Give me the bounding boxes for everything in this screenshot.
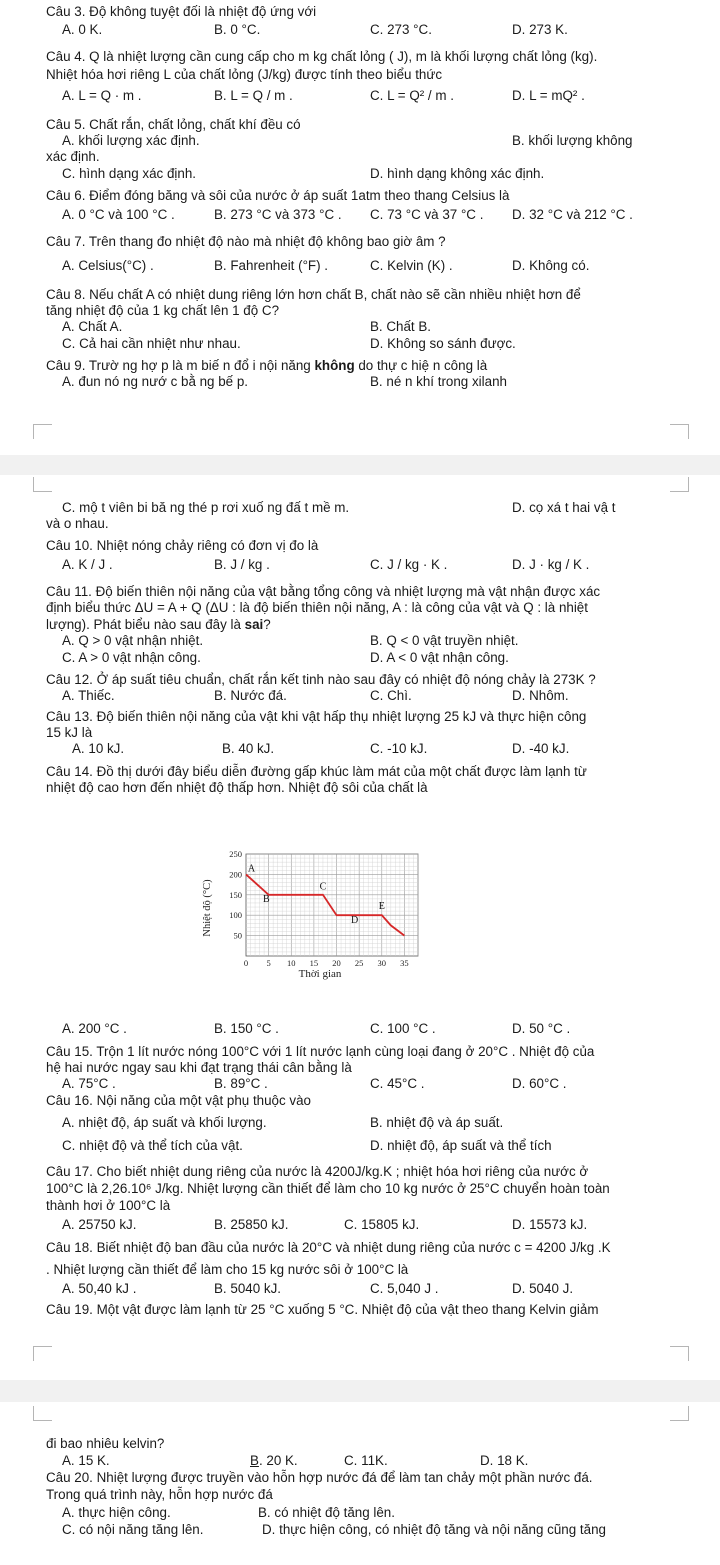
question-12-title: Câu 12. Ở áp suất tiêu chuẩn, chất rắn kết tinh nào sau đây có nhiệt độ nóng chảy là 273K ?: [46, 672, 596, 687]
q9-title-end: do thự c hiệ n công là: [354, 358, 488, 373]
crop-mark: [33, 424, 52, 439]
x-tick-label: 0: [243, 958, 249, 968]
q4-option-b: B. L = Q / m .: [214, 88, 293, 103]
page-separator: [0, 455, 720, 475]
q19-option-b-text: . 20 K.: [258, 1453, 298, 1468]
question-15-line2: hệ hai nước ngay sau khi đạt trạng thái cân bằng là: [46, 1060, 352, 1075]
q5-option-b: B. khối lượng không: [512, 133, 633, 148]
question-19-line2: đi bao nhiêu kelvin?: [46, 1436, 165, 1451]
q13-option-b: B. 40 kJ.: [222, 741, 275, 756]
q7-option-b: B. Fahrenheit (°F) .: [214, 258, 329, 273]
q17-option-d: D. 15573 kJ.: [512, 1217, 588, 1232]
q17-option-a: A. 25750 kJ.: [62, 1217, 137, 1232]
x-tick-label: 10: [287, 958, 296, 968]
q16-option-d: D. nhiệt độ, áp suất và thể tích: [370, 1138, 552, 1153]
q10-option-a: A. K / J .: [62, 557, 113, 572]
y-tick-label: 100: [229, 910, 242, 921]
question-8-line1: Câu 8. Nếu chất A có nhiệt dung riêng lớn hơn chất B, chất nào sẽ cần nhiều nhiệt hơn để: [46, 287, 581, 302]
question-7-title: Câu 7. Trên thang đo nhiệt độ nào mà nhiệt độ không bao giờ âm ?: [46, 234, 446, 249]
question-14-line1: Câu 14. Đồ thị dưới đây biểu diễn đường gấp khúc làm mát của một chất được làm lạnh từ: [46, 764, 587, 779]
question-4-line2: Nhiệt hóa hơi riêng L của chất lỏng (J/kg) được tính theo biểu thức: [46, 67, 443, 82]
q20-option-b: B. có nhiệt độ tăng lên.: [258, 1505, 395, 1520]
x-tick-label: 5: [266, 958, 271, 968]
question-11-line2: định biểu thức ΔU = A + Q (ΔU : là độ biến thiên nội năng, A : là công của vật và Q : là nhiệt: [46, 600, 588, 615]
question-17-line3: thành hơi ở 100°C là: [46, 1198, 171, 1213]
q5-option-c: C. hình dạng xác định.: [62, 166, 196, 181]
q7-option-a: A. Celsius(°C) .: [62, 258, 154, 273]
q14-option-d: D. 50 °C .: [512, 1021, 571, 1036]
question-8-line2: tăng nhiệt độ của 1 kg chất lên 1 độ C?: [46, 303, 280, 318]
chart-svg: [196, 846, 426, 981]
crop-mark: [670, 477, 689, 492]
q13-option-a: A. 10 kJ.: [72, 741, 125, 756]
q6-option-b: B. 273 °C và 373 °C .: [214, 207, 342, 222]
question-5-title: Câu 5. Chất rắn, chất lỏng, chất khí đều có: [46, 117, 301, 132]
q7-option-c: C. Kelvin (K) .: [370, 258, 453, 273]
q14-option-c: C. 100 °C .: [370, 1021, 436, 1036]
q17-option-c: C. 15805 kJ.: [344, 1217, 420, 1232]
q5-option-a: A. khối lượng xác định.: [62, 133, 200, 148]
q12-option-b: B. Nước đá.: [214, 688, 287, 703]
x-tick-label: 15: [309, 958, 319, 968]
q14-option-b: B. 150 °C .: [214, 1021, 279, 1036]
q19-option-a: A. 15 K.: [62, 1453, 110, 1468]
question-13-line1: Câu 13. Độ biến thiên nội năng của vật khi vật hấp thụ nhiệt lượng 25 kJ và thực hiện công: [46, 709, 587, 724]
q6-option-c: C. 73 °C và 37 °C .: [370, 207, 484, 222]
cooling-curve-chart: [196, 846, 426, 981]
q7-option-d: D. Không có.: [512, 258, 590, 273]
q20-option-a: A. thực hiện công.: [62, 1505, 171, 1520]
q9-option-d: D. cọ xá t hai vậ t: [512, 500, 616, 515]
question-10-title: Câu 10. Nhiệt nóng chảy riêng có đơn vị đo là: [46, 538, 319, 553]
question-18-line2: . Nhiệt lượng cần thiết để làm cho 15 kg nước sôi ở 100°C là: [46, 1262, 409, 1277]
q8-option-c: C. Cả hai cần nhiệt như nhau.: [62, 336, 241, 351]
question-16-title: Câu 16. Nội năng của một vật phụ thuộc vào: [46, 1093, 312, 1108]
q11-option-d: D. A < 0 vật nhận công.: [370, 650, 509, 665]
page-separator: [0, 1380, 720, 1402]
q4-option-a: A. L = Q · m .: [62, 88, 142, 103]
question-14-line2: nhiệt độ cao hơn đến nhiệt độ thấp hơn. Nhiệt độ sôi của chất là: [46, 780, 428, 795]
q12-option-d: D. Nhôm.: [512, 688, 569, 703]
q11-question-mark: ?: [263, 617, 271, 632]
q8-option-d: D. Không so sánh được.: [370, 336, 516, 351]
q20-option-c: C. có nội năng tăng lên.: [62, 1522, 204, 1537]
question-9-title: [46, 358, 487, 374]
q19-option-b-letter: B: [250, 1453, 259, 1468]
q10-option-c: C. J / kg · K .: [370, 557, 448, 572]
q18-option-a: A. 50,40 kJ .: [62, 1281, 137, 1296]
chart-grid: [229, 849, 418, 968]
q9-option-b: B. né n khí trong xilanh: [370, 374, 507, 389]
q16-option-c: C. nhiệt độ và thể tích của vật.: [62, 1138, 243, 1153]
x-tick-label: 20: [332, 958, 341, 968]
x-tick-label: 25: [354, 958, 364, 968]
exam-page-2-continued: [0, 1000, 720, 1380]
y-tick-label: 150: [229, 889, 242, 900]
curve-point-label: B: [263, 893, 270, 905]
q4-option-d: D. L = mQ² .: [512, 88, 585, 103]
question-4-line1: Câu 4. Q là nhiệt lượng cần cung cấp cho m kg chất lỏng ( J), m là khối lượng chất lỏng (kg).: [46, 49, 598, 64]
q9-title-emphasis: không: [314, 358, 355, 373]
question-15-line1: Câu 15. Trộn 1 lít nước nóng 100°C với 1 lít nước lạnh cùng loại đang ở 20°C . Nhiệt độ của: [46, 1044, 595, 1059]
question-20-line1: Câu 20. Nhiệt lượng được truyền vào hỗn hợp nước đá để làm tan chảy một phần nước đá.: [46, 1470, 593, 1485]
chart-y-axis-label: Nhiệt độ (°C): [202, 879, 213, 937]
crop-mark: [33, 1346, 52, 1361]
curve-point-label: A: [247, 863, 256, 875]
crop-mark: [33, 1406, 52, 1421]
q6-option-a: A. 0 °C và 100 °C .: [62, 207, 175, 222]
q14-option-a: A. 200 °C .: [62, 1021, 127, 1036]
q9-title-start: Câu 9. Trườ ng hợ p là m biế n đổ i nội năng: [46, 358, 315, 373]
q16-option-b: B. nhiệt độ và áp suất.: [370, 1115, 504, 1130]
q9-option-c: C. mộ t viên bi bă ng thé p rơi xuố ng đấ t mề m.: [62, 500, 350, 515]
q11-line3-start: lượng). Phát biểu nào sau đây là: [46, 617, 245, 632]
q13-option-c: C. -10 kJ.: [370, 741, 428, 756]
q19-option-c: C. 11K.: [344, 1453, 388, 1468]
crop-mark: [33, 477, 52, 492]
q3-option-b: B. 0 °C.: [214, 22, 261, 37]
y-tick-label: 50: [233, 930, 242, 941]
q4-option-c: C. L = Q² / m .: [370, 88, 454, 103]
question-3-title: Câu 3. Độ không tuyệt đối là nhiệt độ ứng với: [46, 4, 317, 19]
y-tick-label: 250: [229, 849, 242, 859]
exam-page-3: [0, 1402, 720, 1565]
q10-option-b: B. J / kg .: [214, 557, 270, 572]
q11-option-c: C. A > 0 vật nhận công.: [62, 650, 201, 665]
curve-point-label: D: [351, 915, 359, 927]
q12-option-a: A. Thiếc.: [62, 688, 115, 703]
chart-x-axis-label: Thời gian: [298, 968, 342, 980]
q15-option-d: D. 60°C .: [512, 1076, 567, 1091]
q15-option-c: C. 45°C .: [370, 1076, 425, 1091]
q18-option-c: C. 5,040 J .: [370, 1281, 439, 1296]
q9-option-d-continued: và o nhau.: [46, 516, 109, 531]
question-17-line1: Câu 17. Cho biết nhiệt dung riêng của nước là 4200J/kg.K ; nhiệt hóa hơi riêng của nước ở: [46, 1164, 589, 1179]
x-tick-label: 30: [377, 958, 387, 968]
question-13-line2: 15 kJ là: [46, 725, 93, 740]
q12-option-c: C. Chì.: [370, 688, 412, 703]
x-tick-label: 35: [400, 958, 409, 968]
q3-option-d: D. 273 K.: [512, 22, 568, 37]
q20-option-d: D. thực hiện công, có nhiệt độ tăng và nội năng cũng tăng: [262, 1522, 606, 1537]
question-6-title: Câu 6. Điểm đóng băng và sôi của nước ở áp suất 1atm theo thang Celsius là: [46, 188, 510, 203]
crop-mark: [670, 1346, 689, 1361]
q13-option-d: D. -40 kJ.: [512, 741, 570, 756]
y-tick-label: 200: [229, 869, 242, 880]
q18-option-b: B. 5040 kJ.: [214, 1281, 281, 1296]
q9-option-a: A. đun nó ng nướ c bằ ng bế p.: [62, 374, 249, 389]
q8-option-b: B. Chất B.: [370, 319, 432, 334]
q6-option-d: D. 32 °C và 212 °C .: [512, 207, 633, 222]
q19-option-b: [250, 1453, 298, 1469]
q5-option-d: D. hình dạng không xác định.: [370, 166, 545, 181]
crop-mark: [670, 424, 689, 439]
q8-option-a: A. Chất A.: [62, 319, 123, 334]
q3-option-a: A. 0 K.: [62, 22, 103, 37]
question-11-line3: [46, 617, 271, 633]
q17-option-b: B. 25850 kJ.: [214, 1217, 289, 1232]
q15-option-b: B. 89°C .: [214, 1076, 268, 1091]
crop-mark: [670, 1406, 689, 1421]
question-18-line1: Câu 18. Biết nhiệt độ ban đầu của nước là 20°C và nhiệt dung riêng của nước c = 4200 J/kg .K: [46, 1240, 611, 1255]
curve-point-label: C: [319, 881, 327, 893]
q16-option-a: A. nhiệt độ, áp suất và khối lượng.: [62, 1115, 267, 1130]
q11-option-b: B. Q < 0 vật truyền nhiệt.: [370, 633, 519, 648]
curve-point-label: E: [378, 901, 385, 913]
question-11-line1: Câu 11. Độ biến thiên nội năng của vật bằng tổng công và nhiệt lượng mà vật nhận được xác: [46, 584, 601, 599]
question-19-line1: Câu 19. Một vật được làm lạnh từ 25 °C xuống 5 °C. Nhiệt độ của vật theo thang Kelvin giảm: [46, 1302, 599, 1317]
q5-option-b-continued: xác định.: [46, 149, 100, 164]
q18-option-d: D. 5040 J.: [512, 1281, 574, 1296]
q11-option-a: A. Q > 0 vật nhận nhiệt.: [62, 633, 204, 648]
q19-option-d: D. 18 K.: [480, 1453, 529, 1468]
q15-option-a: A. 75°C .: [62, 1076, 116, 1091]
q10-option-d: D. J · kg / K .: [512, 557, 590, 572]
q11-line3-emphasis: sai: [244, 617, 264, 632]
question-20-line2: Trong quá trình này, hỗn hợp nước đá: [46, 1487, 273, 1502]
question-17-line2: 100°C là 2,26.10⁶ J/kg. Nhiệt lượng cần thiết để làm cho 10 kg nước ở 25°C chuyển hoàn toàn: [46, 1181, 610, 1196]
exam-page-1: [0, 0, 720, 455]
q3-option-c: C. 273 °C.: [370, 22, 432, 37]
